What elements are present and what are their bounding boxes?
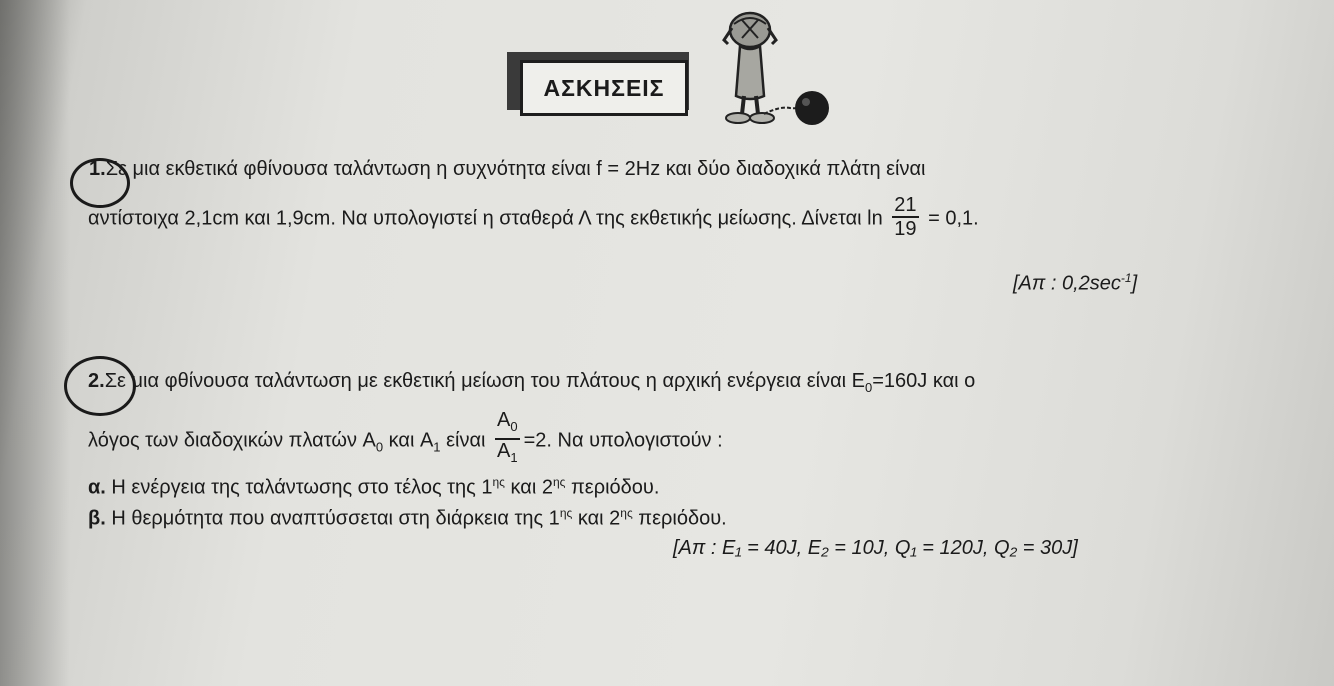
ex2-text-2c: είναι — [440, 429, 486, 452]
ex2-text-1: Σε μια φθίνουσα ταλάντωση με εκθετική μείωση του πλάτους η αρχική ενέργεια είναι E — [104, 370, 865, 392]
ex2-part-b-sup2: ης — [620, 506, 633, 520]
ex2-part-a-label: α. — [88, 476, 106, 499]
ex1-answer-exponent: -1 — [1120, 271, 1132, 285]
ex2-text-2b: και A — [383, 429, 434, 452]
ex2-part-a-end: περιόδου. — [565, 476, 660, 499]
ex2-part-a-sup2: ης — [552, 475, 566, 489]
ex2-part-a — [88, 475, 659, 500]
ex2-e0-sub: 0 — [864, 380, 873, 395]
ex2-part-b-end: περιόδου. — [632, 507, 727, 530]
ex2-part-b — [88, 506, 727, 531]
ex2-fraction-tail: =2. Να υπολογιστούν : — [523, 429, 723, 452]
ex2-line-2 — [88, 411, 723, 471]
ex2-sub-b: 1 — [433, 439, 441, 455]
ex2-part-b-sup1: ης — [559, 506, 573, 520]
ex2-frac-den-sub: 1 — [510, 450, 518, 465]
ex1-fraction-denominator: 19 — [894, 218, 917, 240]
ex1-fraction-tail: = 0,1. — [928, 207, 979, 230]
ex2-fraction — [495, 409, 520, 469]
ex1-fraction-numerator: 21 — [894, 194, 917, 216]
ex1-number: 1. — [89, 158, 106, 180]
ex2-fraction-numerator — [495, 409, 520, 440]
ex1-text-1: Σε μια εκθετικά φθίνουσα ταλάντωση η συχνότητα είναι f = 2Hz και δύο διαδοχικά πλάτη είναι — [105, 158, 926, 180]
ex1-answer-text: [Απ : 0,2sec — [1013, 272, 1121, 295]
ex2-frac-num-sub: 0 — [510, 419, 518, 434]
page-shadow — [0, 0, 70, 686]
ex1-answer-close: ] — [1131, 272, 1138, 295]
ex2-number: 2. — [88, 370, 105, 392]
ex2-text-2a: λόγος των διαδοχικών πλατών A — [88, 429, 376, 452]
ex1-fraction — [892, 194, 918, 240]
ex2-fraction-denominator — [495, 440, 520, 469]
ex2-line-1 — [88, 370, 975, 395]
page-title: ΑΣΚΗΣΕΙΣ — [520, 60, 688, 116]
ex2-frac-den-letter: A — [497, 440, 511, 462]
ex2-answer: [Απ : E₁ = 40J, E₂ = 10J, Q₁ = 120J, Q₂ = 30J] — [673, 537, 1078, 559]
ex2-text-1-tail: =160J και ο — [872, 370, 976, 392]
ex1-answer — [1013, 271, 1137, 296]
ex2-sub-a: 0 — [375, 439, 384, 455]
ex2-part-b-text: Η θερμότητα που αναπτύσσεται στη διάρκεια της 1 — [111, 507, 560, 530]
ex2-part-b-label: β. — [88, 507, 106, 530]
prisoner-ball-chain-icon — [720, 10, 830, 128]
ex2-part-a-mid: και 2 — [504, 476, 553, 499]
ex1-line-1 — [89, 158, 926, 181]
ex2-frac-num-letter: A — [497, 409, 511, 431]
ex2-part-a-text: Η ενέργεια της ταλάντωσης στο τέλος της 1 — [111, 476, 493, 499]
ex2-part-a-sup1: ης — [492, 475, 505, 489]
ex1-text-2: αντίστοιχα 2,1cm και 1,9cm. Να υπολογιστεί η σταθερά Λ της εκθετικής μείωσης. Δίνεται ln — [88, 207, 883, 230]
ex1-line-2 — [88, 196, 979, 242]
ex2-part-b-mid: και 2 — [572, 507, 621, 530]
